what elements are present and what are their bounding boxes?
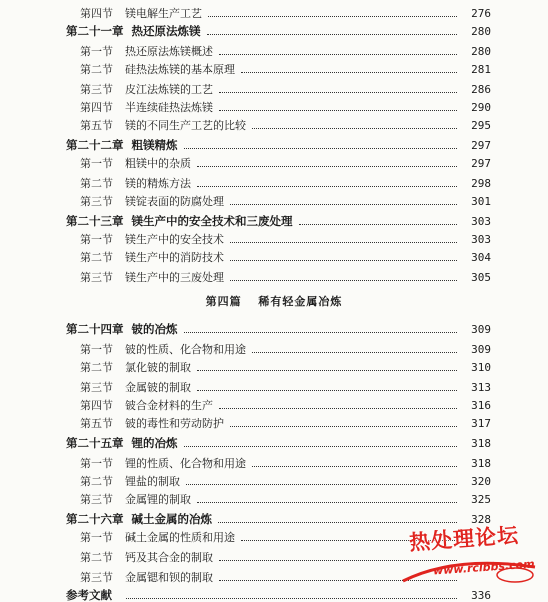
toc-entry-title: 镁电解生产工艺	[125, 7, 202, 20]
toc-entry-title: 锂的冶炼	[131, 436, 178, 450]
dot-leader	[299, 224, 458, 225]
toc-entry-title: 碱土金属的冶炼	[131, 512, 212, 526]
toc-entry-title: 金属锶和钡的制取	[125, 571, 213, 584]
toc-entry-title: 半连续硅热法炼镁	[125, 101, 213, 114]
dot-leader	[241, 72, 457, 73]
toc-chapter-row	[66, 432, 491, 450]
toc-section-row	[80, 412, 491, 430]
toc-page-number: 336	[471, 589, 491, 602]
dot-leader	[230, 260, 457, 261]
toc-section-row	[80, 246, 491, 264]
toc-entry-number: 第五节	[80, 417, 113, 430]
toc-page-number: 298	[471, 177, 491, 190]
toc-section-row	[80, 470, 491, 488]
toc-entry-title: 铍的毒性和劳动防护	[125, 417, 224, 430]
toc-page-number: 313	[471, 381, 491, 394]
toc-entry-number: 第二节	[80, 361, 113, 374]
toc-section-row	[80, 356, 491, 374]
toc-page-number: 325	[471, 493, 491, 506]
toc-entry-number: 第三节	[80, 493, 113, 506]
toc-entry-title: 氯化铍的制取	[125, 361, 191, 374]
toc-page-number: 317	[471, 417, 491, 430]
dot-leader	[219, 408, 457, 409]
dot-leader	[252, 466, 457, 467]
toc-entry-title: 镁生产中的三废处理	[125, 271, 224, 284]
dot-leader	[197, 186, 457, 187]
toc-entry-number: 第一节	[80, 343, 113, 356]
toc-page-number: 304	[471, 251, 491, 264]
toc-entry-number: 第一节	[80, 457, 113, 470]
toc-entry-title: 镁生产中的安全技术	[125, 233, 224, 246]
toc-entry-number: 第二节	[80, 551, 113, 564]
part-title: 稀有轻金属冶炼	[258, 295, 343, 308]
dot-leader	[184, 148, 458, 149]
toc-entry-number: 第二节	[80, 63, 113, 76]
toc-chapter-row	[66, 318, 491, 336]
toc-entry-number: 第一节	[80, 531, 113, 544]
toc-page-number: 280	[471, 25, 491, 38]
toc-entry-title: 钙及其合金的制取	[125, 551, 213, 564]
toc-page-number: 290	[471, 101, 491, 114]
toc-section-row	[80, 266, 491, 284]
toc-page-number: 281	[471, 63, 491, 76]
dot-leader	[197, 370, 457, 371]
toc-section-row	[80, 338, 491, 356]
toc-entry-title: 皮江法炼镁的工艺	[125, 83, 213, 96]
toc-page-number: 318	[471, 457, 491, 470]
toc-section-row	[80, 376, 491, 394]
toc-page-number: 297	[471, 157, 491, 170]
part-number: 第四篇	[205, 295, 242, 308]
dot-leader	[230, 426, 457, 427]
toc-entry-title: 热还原法炼镁	[131, 24, 201, 38]
toc-page-number: 301	[471, 195, 491, 208]
toc-entry-number: 第五节	[80, 119, 113, 132]
dot-leader	[230, 204, 457, 205]
toc-section-row	[80, 190, 491, 208]
toc-page-number: 295	[471, 119, 491, 132]
toc-entry-title: 镁的不同生产工艺的比较	[125, 119, 246, 132]
toc-entry-number: 第二十一章	[66, 24, 124, 38]
dot-leader	[186, 484, 457, 485]
dot-leader	[197, 390, 457, 391]
toc-entry-number: 第二节	[80, 475, 113, 488]
toc-entry-number: 第二十二章	[66, 138, 124, 152]
toc-entry-number: 第三节	[80, 195, 113, 208]
dot-leader	[126, 598, 457, 599]
toc-chapter-row	[66, 134, 491, 152]
toc-section-row	[80, 58, 491, 76]
toc-entry-title: 粗镁精炼	[131, 138, 178, 152]
toc-section-row	[80, 78, 491, 96]
toc-entry-title: 镁生产中的安全技术和三废处理	[131, 214, 293, 228]
toc-entry-title: 金属锂的制取	[125, 493, 191, 506]
dot-leader	[252, 128, 457, 129]
toc-entry-title: 硅热法炼镁的基本原理	[125, 63, 235, 76]
toc-section-row	[80, 114, 491, 132]
toc-page-number: 320	[471, 475, 491, 488]
toc-page-number: 280	[471, 45, 491, 58]
dot-leader	[197, 166, 457, 167]
toc-section-row	[80, 452, 491, 470]
dot-leader	[219, 110, 457, 111]
toc-entry-title: 铍的性质、化合物和用途	[125, 343, 246, 356]
toc-page-number: 276	[471, 7, 491, 20]
toc-entry-number: 第二十三章	[66, 214, 124, 228]
toc-page-number: 305	[471, 271, 491, 284]
toc-page-number: 328	[471, 513, 491, 526]
part-heading	[0, 293, 548, 309]
toc-section-row	[80, 228, 491, 246]
toc-section-row	[80, 96, 491, 114]
toc-page-number: 303	[471, 215, 491, 228]
watermark-title: 热处理论坛	[408, 523, 520, 555]
toc-entry-number: 第二节	[80, 177, 113, 190]
dot-leader	[207, 34, 458, 35]
toc-entry-title: 锂的性质、化合物和用途	[125, 457, 246, 470]
dot-leader	[184, 332, 458, 333]
toc-entry-title: 锂盐的制取	[125, 475, 180, 488]
watermark-stamp	[395, 515, 545, 595]
toc-chapter-row	[66, 210, 491, 228]
toc-chapter-row	[66, 20, 491, 38]
toc-page-number: 297	[471, 139, 491, 152]
toc-entry-number: 第二节	[80, 251, 113, 264]
toc-entry-number: 第一节	[80, 157, 113, 170]
dot-leader	[219, 54, 457, 55]
toc-page-number: 309	[471, 343, 491, 356]
watermark-url: www.rclbbs.com	[432, 557, 536, 578]
toc-entry-number: 第二十五章	[66, 436, 124, 450]
dot-leader	[184, 446, 458, 447]
dot-leader	[219, 92, 457, 93]
toc-entry-title: 碱土金属的性质和用途	[125, 531, 235, 544]
toc-entry-number: 参考文献	[66, 588, 112, 602]
toc-entry-number: 第三节	[80, 381, 113, 394]
toc-section-row	[80, 40, 491, 58]
toc-entry-number: 第一节	[80, 45, 113, 58]
toc-entry-title: 热还原法炼镁概述	[125, 45, 213, 58]
toc-entry-title: 镁的精炼方法	[125, 177, 191, 190]
toc-section-row	[80, 394, 491, 412]
toc-entry-number: 第三节	[80, 571, 113, 584]
toc-entry-number: 第二十六章	[66, 512, 124, 526]
toc-entry-number: 第一节	[80, 233, 113, 246]
toc-section-row	[80, 152, 491, 170]
dot-leader	[230, 242, 457, 243]
toc-page-number: 286	[471, 83, 491, 96]
toc-entry-number: 第四节	[80, 101, 113, 114]
toc-entry-title: 镁锭表面的防腐处理	[125, 195, 224, 208]
toc-entry-number: 第三节	[80, 83, 113, 96]
toc-entry-number: 第四节	[80, 7, 113, 20]
toc-entry-title: 金属铍的制取	[125, 381, 191, 394]
toc-entry-title: 镁生产中的消防技术	[125, 251, 224, 264]
toc-entry-title: 铍的冶炼	[131, 322, 178, 336]
toc-entry-title: 铍合金材料的生产	[125, 399, 213, 412]
toc-section-row	[80, 172, 491, 190]
toc-entry-number: 第三节	[80, 271, 113, 284]
dot-leader	[252, 352, 457, 353]
dot-leader	[197, 502, 457, 503]
toc-page-number: 303	[471, 233, 491, 246]
dot-leader	[230, 280, 457, 281]
toc-entry-number: 第四节	[80, 399, 113, 412]
toc-section-row	[80, 2, 491, 20]
toc-page-number: 318	[471, 437, 491, 450]
toc-entry-title: 粗镁中的杂质	[125, 157, 191, 170]
dot-leader	[208, 16, 457, 17]
toc-section-row	[80, 488, 491, 506]
toc-page-number: 309	[471, 323, 491, 336]
toc-page-number: 310	[471, 361, 491, 374]
toc-page-number: 316	[471, 399, 491, 412]
toc-entry-number: 第二十四章	[66, 322, 124, 336]
